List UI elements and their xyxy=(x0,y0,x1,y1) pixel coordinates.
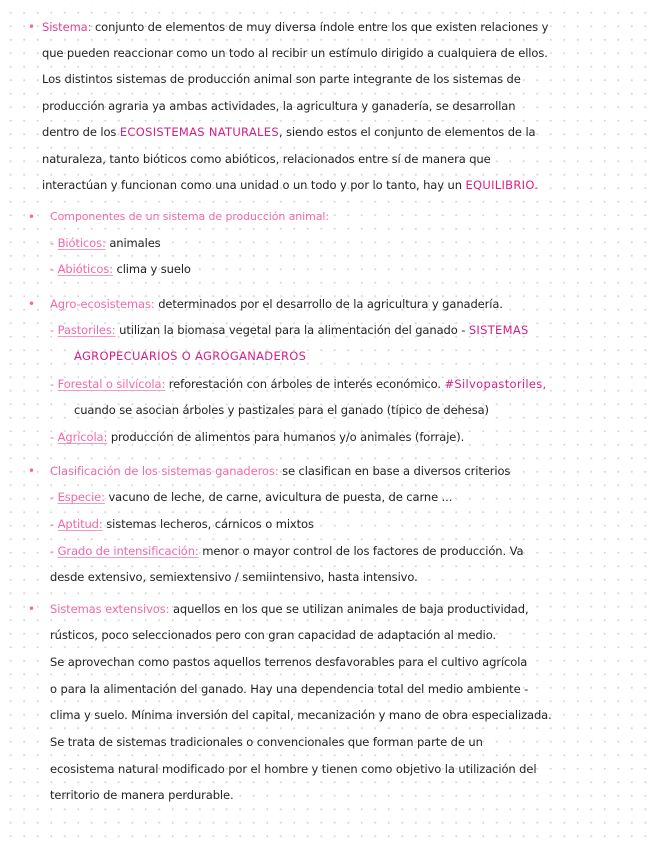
text: vacuno de leche, de carne, avicultura de puesta, de carne ... xyxy=(104,490,453,504)
text-line: o para la alimentación del ganado. Hay una dependencia total del medio ambiente - xyxy=(50,682,529,696)
text: producción de alimentos para humanos y/o animales (forraje). xyxy=(107,430,465,444)
dash: - xyxy=(50,323,58,337)
term-clasificacion: Clasificación de los sistemas ganaderos: xyxy=(50,464,279,478)
term-forestal: Forestal o silvícola: xyxy=(57,377,166,391)
term-agricola: Agrícola: xyxy=(57,430,108,444)
text-line: desde extensivo, semiextensivo / semiintensivo, hasta intensivo. xyxy=(50,570,418,584)
heading-componentes: Componentes de un sistema de producción animal: xyxy=(50,210,329,223)
text-line: clima y suelo. Mínima inversión del capital, mecanización y mano de obra especializada. xyxy=(50,708,552,722)
caps-sistemas: SISTEMAS xyxy=(468,323,529,337)
text-line: territorio de manera perdurable. xyxy=(50,788,234,802)
text: interactúan y funcionan como una unidad o un todo y por lo tanto, hay un xyxy=(42,178,466,192)
term-sistemas-extensivos: Sistemas extensivos: xyxy=(50,602,170,616)
text: se clasifican en base a diversos criterios xyxy=(278,464,511,478)
bullet-dot: • xyxy=(28,20,36,34)
tag-silvopastoriles: #Silvopastoriles, xyxy=(444,377,547,391)
dash: - xyxy=(50,544,58,558)
text-line: que pueden reaccionar como un todo al recibir un estímulo dirigido a cualquiera de ellos. xyxy=(42,46,548,60)
dash: - xyxy=(50,377,58,391)
text-line: Se trata de sistemas tradicionales o convencionales que forman parte de un xyxy=(50,735,483,749)
bullet-dot: • xyxy=(28,297,36,311)
text: determinados por el desarrollo de la agricultura y ganadería. xyxy=(154,297,503,311)
term-pastoriles: Pastoriles: xyxy=(57,323,116,337)
text-line xyxy=(50,516,314,532)
text-line xyxy=(50,601,529,617)
text-line: Se aprovechan como pastos aquellos terrenos desfavorables para el cultivo agrícola xyxy=(50,655,528,669)
text: utilizan la biomasa vegetal para la alimentación del ganado - xyxy=(115,323,469,337)
text-line: ecosistema natural modificado por el hombre y tienen como objetivo la utilización del xyxy=(50,762,537,776)
text-line: producción agraria ya ambas actividades, la agricultura y ganadería, se desarrollan xyxy=(42,99,516,113)
term-sistema: Sistema: xyxy=(42,20,92,34)
text-line xyxy=(50,543,523,559)
caps-agropecuarios: AGROPECUARIOS O AGROGANADEROS xyxy=(74,349,307,363)
text-line xyxy=(50,235,161,251)
term-especie: Especie: xyxy=(57,490,105,504)
caps-ecosistemas: ECOSISTEMAS NATURALES xyxy=(119,125,279,139)
text-line xyxy=(50,429,464,445)
text-line: Los distintos sistemas de producción animal son parte integrante de los sistemas de xyxy=(42,72,521,86)
text-line xyxy=(50,463,510,479)
text-line xyxy=(42,177,538,193)
bullet-dot: • xyxy=(28,464,36,478)
caps-equilibrio: EQUILIBRIO. xyxy=(465,178,539,192)
dash: - xyxy=(50,430,58,444)
text: dentro de los xyxy=(42,125,120,139)
dash: - xyxy=(50,490,58,504)
text-line xyxy=(42,19,548,35)
text-line xyxy=(50,376,547,392)
term-agroecosistemas: Agro-ecosistemas: xyxy=(50,297,155,311)
text-line xyxy=(50,296,503,312)
dash: - xyxy=(50,236,58,250)
text: animales xyxy=(105,236,161,250)
term-aptitud: Aptitud: xyxy=(57,517,103,531)
bullet-dot: • xyxy=(28,602,36,616)
text-line xyxy=(42,124,536,140)
dash: - xyxy=(50,517,58,531)
text: reforestación con árboles de interés económico. xyxy=(165,377,445,391)
text: conjunto de elementos de muy diversa índole entre los que existen relaciones y xyxy=(91,20,549,34)
text-line xyxy=(50,261,191,277)
text-line: rústicos, poco seleccionados pero con gran capacidad de adaptación al medio. xyxy=(50,628,496,642)
term-grado: Grado de intensificación: xyxy=(57,544,199,558)
text-line: naturaleza, tanto bióticos como abióticos, relacionados entre sí de manera que xyxy=(42,152,491,166)
text: sistemas lecheros, cárnicos o mixtos xyxy=(102,517,314,531)
text-line xyxy=(50,489,452,505)
term-bioticos: Bióticos: xyxy=(57,236,106,250)
text: aquellos en los que se utilizan animales de baja productividad, xyxy=(169,602,529,616)
term-abioticos: Abióticos: xyxy=(57,262,113,276)
text: clima y suelo xyxy=(112,262,191,276)
text-line: cuando se asocian árboles y pastizales para el ganado (típico de dehesa) xyxy=(74,403,489,417)
bullet-dot: • xyxy=(28,210,36,224)
text-line xyxy=(50,322,529,338)
dash: - xyxy=(50,262,58,276)
text: menor o mayor control de los factores de producción. Va xyxy=(198,544,524,558)
text: , siendo estos el conjunto de elementos de la xyxy=(278,125,536,139)
